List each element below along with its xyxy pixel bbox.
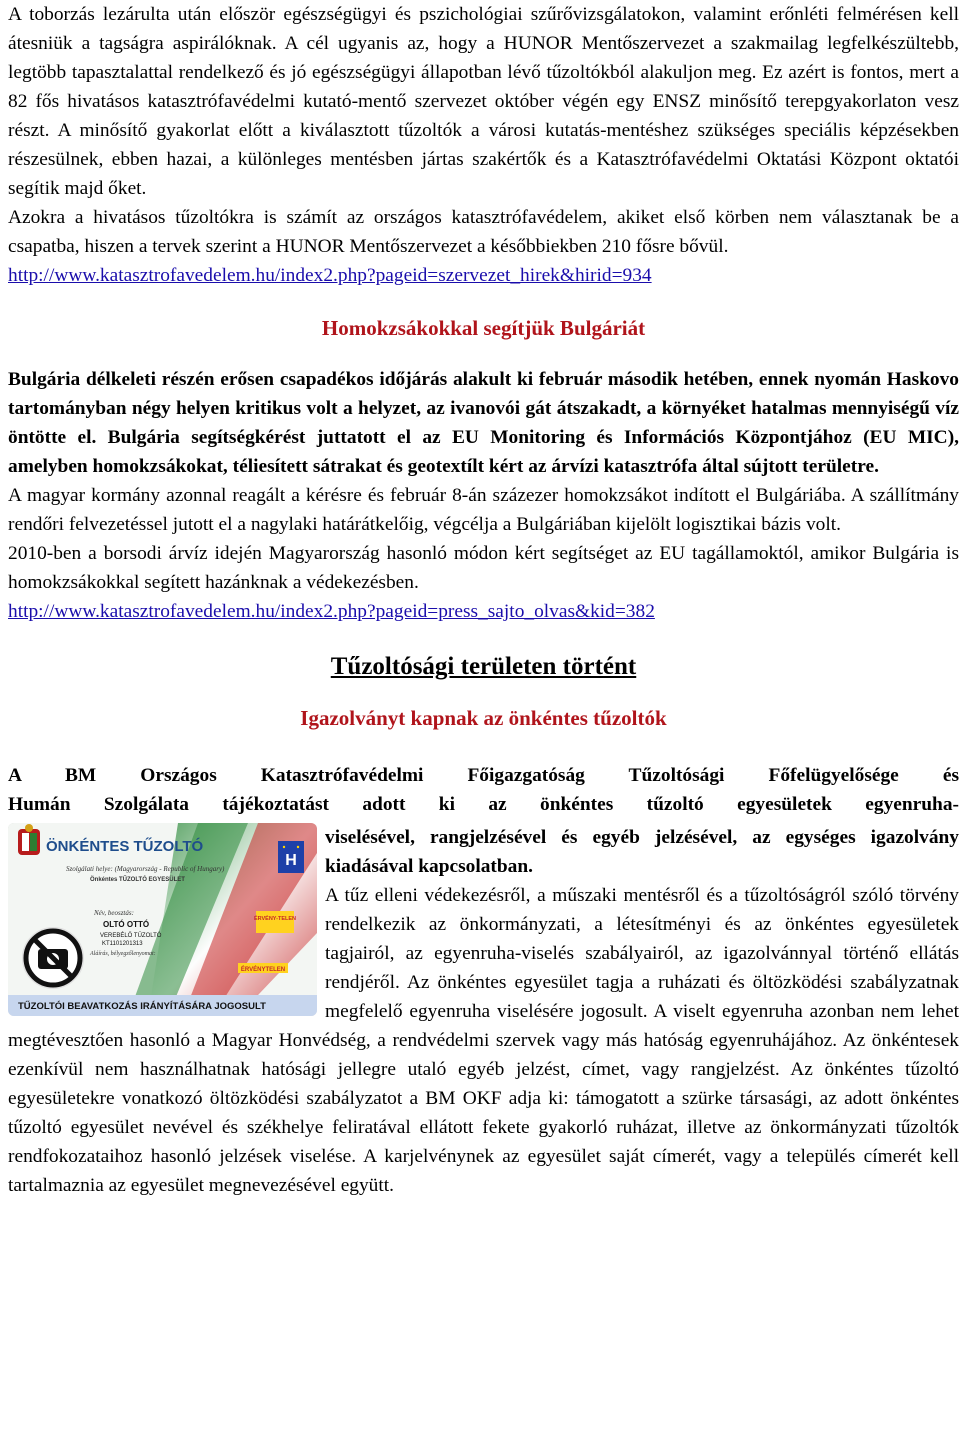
card-footer: TŰZOLTÓI BEAVATKOZÁS IRÁNYÍTÁSÁRA JOGOSULT — [18, 1001, 266, 1012]
paragraph-bulgaria-2010: 2010-ben a borsodi árvíz idején Magyarország hasonló módon kért segítséget az EU tagállamoktól, amikor Bulgária is homokzsákokkal segített hazánknak a védekezésben. — [8, 543, 959, 593]
paragraph-volunteer-rules: A tűz elleni védekezésről, a műszaki mentésről és a tűzoltóságról szóló törvény rendelkezik az önkormányzati, a létesítményi és az önkéntes egyesületek tagjairól, az egyenruha-viselés szabályairól, az igazolvánnyal történő ellátás rendjéről. Az önkéntes egyesület tagja a ruházati és öltözködési szabályzatnak megfelelő egyenruha viselésére jogosult. A viselt egyenruha azonban nem lehet megtévesztően hasonló a Magyar Honvédség, a rendvédelmi szervek vagy más hatóság egyenruhájához. Az önkéntesek ezenkívül nem használhatnak hatósági jellegre utaló egyéb jelzést, címet, vagy rangjelzést. Az önkéntes tűzoltó egyesületekre vonatkozó öltözködési szabályzatot a BM OKF adja ki: támogatott a szürke társasági, az adott önkéntes tűzoltó egyesület nevével és székhelye feliratával ellátott fekete gyakorló ruházat, illetve az önkormányzati tűzoltók rendfokozataihoz hasonló jelzések viselése. A karjelvénynek az egyesület saját címerét, vagy a település címerét kell tartalmaznia az egyesület megnevezésével együtt. — [8, 885, 959, 1196]
card-title: ÖNKÉNTES TŰZOLTÓ — [46, 838, 204, 855]
card-id: KT1101201313 — [102, 941, 143, 947]
volunteer-id-card-image — [8, 823, 317, 1016]
source-link-text[interactable]: http://www.katasztrofavedelem.hu/index2.php?pageid=press_sajto_olvas&kid=382 — [8, 601, 655, 622]
paragraph-volunteer-lead-continued: viselésével, rangjelzésével és egyéb jelzésével, az egységes igazolvány kiadásával kapcsolatban. — [325, 827, 959, 877]
no-photo-icon — [23, 928, 83, 988]
paragraph-bulgaria-lead: Bulgária délkeleti részén erősen csapadékos időjárás alakult ki február második hetében, ennek nyomán Haskovo tartományban négy helyen kritikus volt a helyzet, az ivanovói gát átszakadt, a környéket hatalmas mennyiségű víz öntötte el. Bulgária segítségkérést juttatott el az EU Monitoring és Információs Központjához (EU MIC), amelyben homokzsákokat, téliesített sátrakat és geotextílt kért az árvízi katasztrófa által sújtott területre. — [8, 369, 959, 477]
article-heading-bulgaria: Homokzsákokkal segítjük Bulgáriát — [321, 316, 646, 340]
source-link-bulgaria[interactable] — [8, 597, 959, 626]
card-rank: VEREBÉLŐ TŰZOLTÓ — [100, 933, 162, 939]
card-sign-label: Aláírás, bélyegzőlenyomat: — [90, 951, 156, 957]
source-link-hunor[interactable] — [8, 261, 959, 290]
article-body-with-card — [8, 823, 959, 1200]
card-valid1: ÉRVÉNY-TELEN — [253, 916, 297, 922]
id-card-graphic — [8, 823, 317, 1016]
source-link-text[interactable]: http://www.katasztrofavedelem.hu/index2.php?pageid=szervezet_hirek&hirid=934 — [8, 265, 652, 286]
eu-country-badge-icon — [278, 841, 304, 873]
paragraph-hunor-selection: A toborzás lezárulta után először egészségügyi és pszichológiai szűrővizsgálatokon, valamint erőnléti felmérésen kell átesniük a tagságra aspirálóknak. A cél ugyanis az, hogy a HUNOR Mentőszervezet a szakmailag legfelkészültebb, legtöbb tapasztalattal rendelkező és jó egészségügyi állapotban lévő tűzoltókból alakuljon meg. Ez azért is fontos, mert a 82 fős hivatásos katasztrófavédelmi kutató-mentő szervezet október végén egy ENSZ minősítő terepgyakorlaton vesz részt. A minősítő gyakorlat előtt a kiválasztott tűzoltók a városi kutatás-mentéshez szükséges speciális képzésekben részesülnek, ebben hazai, a különleges mentésben jártas szakértők és a Katasztrófavédelmi Oktatási Központ oktatói segítik majd őket. — [8, 4, 959, 199]
section-title: Tűzoltósági területen történt — [330, 653, 637, 680]
paragraph-bulgaria-aid: A magyar kormány azonnal reagált a kérésre és február 8-án százezer homokzsákot indított el Bulgáriába. A szállítmány rendőri felvezetéssel jutott el a nagylaki határátkelőig, végcélja a Bulgáriában kijelölt logisztikai bázis volt. — [8, 485, 959, 535]
paragraph-line: Humán Szolgálata tájékoztatást adott ki az önkéntes tűzoltó egyesületek egyenruha- — [8, 794, 959, 815]
document-page — [8, 0, 959, 1200]
card-name-label: Név, beosztás: — [94, 909, 134, 917]
article-heading-volunteer-id: Igazolványt kapnak az önkéntes tűzoltók — [300, 706, 667, 730]
paragraph-line: A BM Országos Katasztrófavédelmi Főigazgatóság Tűzoltósági Főfelügyelősége és — [8, 765, 959, 786]
card-org: Önkéntes TŰZOLTÓ EGYESÜLET — [90, 877, 185, 883]
card-valid2: ÉRVÉNYTELEN — [240, 967, 286, 973]
paragraph-hunor-expansion: Azokra a hivatásos tűzoltókra is számít az országos katasztrófavédelem, akiket első körben nem választanak be a csapatba, hiszen a tervek szerint a HUNOR Mentőszervezet a későbbiekben 210 fősre bővül. — [8, 207, 959, 257]
eu-letter: H — [285, 852, 297, 869]
card-issuer: Szolgálati helye: (Magyarország - Republic of Hungary) — [66, 865, 225, 873]
card-name: OLTÓ OTTÓ — [103, 920, 150, 929]
